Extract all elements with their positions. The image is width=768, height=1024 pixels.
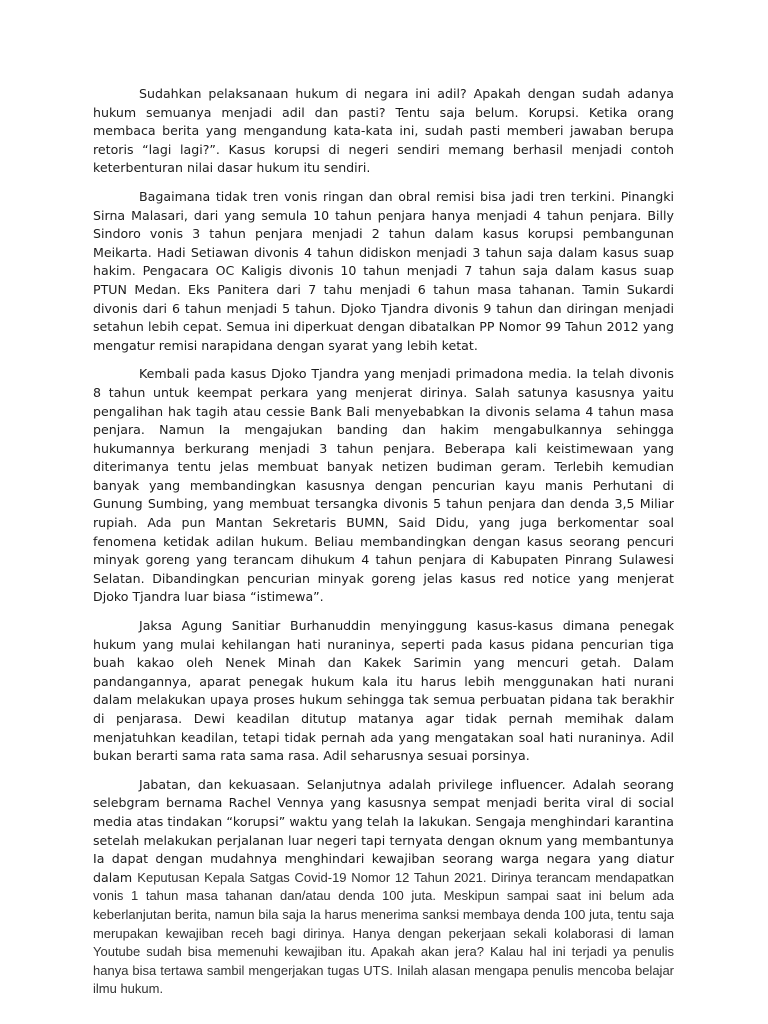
paragraph-5-part-1: Jabatan, dan kekuasaan. Selanjutnya adalah privilege influencer. Adalah seorang selebgram bernama Rachel Vennya yang kasusnya sempat menjadi berita viral di social media atas tindakan “korupsi” waktu yang telah Ia lakukan. Sengaja menghindari karantina setelah melakukan perjalanan luar negeri tapi ternyata dengan oknum yang membantunya Ia dapat dengan mudahnya menghindari kewajiban seorang warga negara yang diatur dalam bbox=[93, 776, 674, 885]
paragraph-1: Sudahkan pelaksanaan hukum di negara ini adil? Apakah dengan sudah adanya hukum semuanya menjadi adil dan pasti? Tentu saja belum. Korupsi. Ketika orang membaca berita yang mengandung kata-kata ini, sudah pasti memberi jawaban berupa retoris “lagi lagi?”. Kasus korupsi di negeri sendiri memang berhasil menjadi contoh keterbenturan nilai dasar hukum itu sendiri. bbox=[93, 86, 674, 176]
paragraph-2: Bagaimana tidak tren vonis ringan dan obral remisi bisa jadi tren terkini. Pinangki Sirna Malasari, dari yang semula 10 tahun penjara hanya menjadi 4 tahun penjara. Billy Sindoro vonis 3 tahun penjara menjadi 2 tahun dalam kasus korupsi pembangunan Meikarta. Hadi Setiawan divonis 4 tahun didiskon menjadi 3 tahun saja dalam kasus suap hakim. Pengacara OC Kaligis divonis 10 tahun menjadi 7 tahun saja dalam kasus suap PTUN Medan. Eks Panitera dari 7 tahu menjadi 6 tahun masa tahanan. Tamin Sukardi divonis dari 6 tahun menjadi 5 tahun. Djoko Tjandra divonis 9 tahun dan diringan menjadi setahun lebih cepat. Semua ini diperkuat dengan dibatalkan PP Nomor 99 Tahun 2012 yang mengatur remisi narapidana dengan syarat yang lebih ketat. bbox=[93, 188, 674, 353]
paragraph-3: Kembali pada kasus Djoko Tjandra yang menjadi primadona media. Ia telah divonis 8 tahun untuk keempat perkara yang menjerat dirinya. Salah satunya kasusnya yaitu pengalihan hak tagih atau cessie Bank Bali menyebabkan Ia divonis selama 4 tahun masa penjara. Namun Ia mengajukan banding dan hakim mengabulkannya sehingga hukumannya berkurang menjadi 3 tahun penjara. Beberapa kali keistimewaan yang diterimanya tentu jelas membuat banyak netizen budiman geram. Terlebih kemudian banyak yang membandingkan kasusnya dengan pencurian kayu manis Perhutani di Gunung Sumbing, yang membuat tersangka divonis 5 tahun penjara dan denda 3,5 Miliar rupiah. Ada pun Mantan Sekretaris BUMN, Said Didu, yang juga berkomentar soal fenomena ketidak adilan hukum. Beliau membandingkan dengan kasus seorang pencuri minyak goreng yang terancam dihukum 4 tahun penjara di Kabupaten Pinrang Sulawesi Selatan. Dibandingkan pencurian minyak goreng jelas kasus red notice yang menjerat Djoko Tjandra luar biasa “istimewa”. bbox=[93, 366, 674, 605]
paragraph-5-part-2: Keputusan Kepala Satgas Covid-19 Nomor 12 Tahun 2021. Dirinya terancam mendapatkan vonis 1 tahun masa tahanan dan/atau denda 100 juta. Meskipun sampai saat ini belum ada keberlanjutan berita, namun bila saja Ia harus menerima sanksi membaya denda 100 juta, tentu saja merupakan kewajiban receh bagi dirinya. Hanya dengan pekerjaan sekali kolaborasi di laman Youtube sudah bisa memenuhi kewajiban itu. Apakah akan jera? Kalau hal ini terjadi ya penulis hanya bisa tertawa sambil mengerjakan tugas UTS. Inilah alasan mengapa penulis mencoba belajar ilmu hukum. bbox=[93, 869, 675, 997]
paragraph-4: Jaksa Agung Sanitiar Burhanuddin menyinggung kasus-kasus dimana penegak hukum yang mulai kehilangan hati nuraninya, seperti pada kasus pidana pencurian tiga buah kakao oleh Nenek Minah dan Kakek Sarimin yang mencuri getah. Dalam pandangannya, aparat penegak hukum kala itu harus lebih menggunakan hati nurani dalam melakukan upaya proses hukum sehingga tak semua perbuatan pidana tak berakhir di penjarasa. Dewi keadilan ditutup matanya agar tidak pernah memihak dalam menjatuhkan keadilan, tetapi tidak pernah ada yang mengatakan soal hati nuraninya. Adil bukan berarti sama rata sama rasa. Adil seharusnya sesuai porsinya. bbox=[93, 618, 674, 764]
document-body bbox=[93, 85, 674, 1009]
paragraph-5 bbox=[93, 776, 674, 999]
